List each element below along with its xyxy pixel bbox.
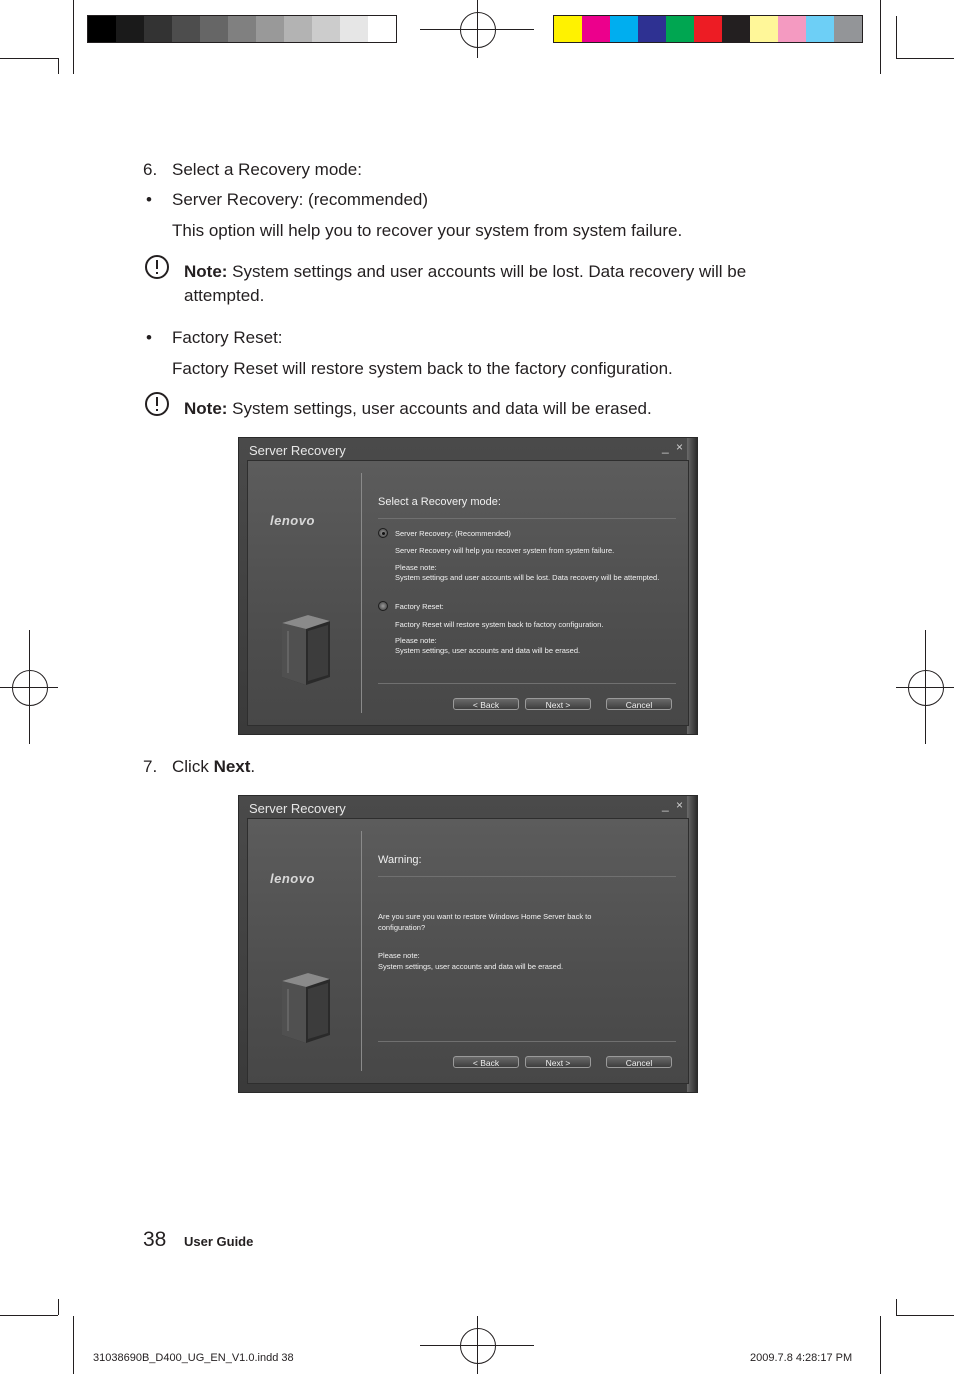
swatch <box>144 16 172 42</box>
swatch <box>722 16 750 42</box>
swatch <box>806 16 834 42</box>
server-recovery-radio-label[interactable]: Server Recovery: (Recommended) <box>395 529 511 538</box>
grayscale-swatch-bar <box>87 15 397 43</box>
server-recovery-window-mode-select <box>238 437 698 735</box>
note-1 <box>184 261 746 283</box>
step-6-text: Select a Recovery mode: <box>172 160 362 179</box>
page-number: 38 <box>143 1228 167 1251</box>
dialog-heading: Warning: <box>378 854 422 866</box>
slug-filename: 31038690B_D400_UG_EN_V1.0.indd 38 <box>93 1352 294 1364</box>
divider <box>378 518 676 519</box>
warning-note: System settings, user accounts and data will be erased. <box>378 962 564 971</box>
server-recovery-radio[interactable] <box>378 528 388 538</box>
swatch <box>340 16 368 42</box>
note-2-text: System settings, user accounts and data will be erased. <box>227 399 652 418</box>
step-7-text <box>172 756 255 778</box>
note-title: Please note: <box>395 563 437 572</box>
swatch <box>834 16 862 42</box>
note-icon <box>145 255 169 279</box>
factory-reset-option-text: Factory Reset: <box>172 328 283 347</box>
factory-reset-radio-label[interactable]: Factory Reset: <box>395 602 444 611</box>
swatch <box>368 16 396 42</box>
swatch <box>88 16 116 42</box>
swatch <box>200 16 228 42</box>
swatch <box>694 16 722 42</box>
divider <box>378 1041 676 1042</box>
swatch <box>116 16 144 42</box>
divider <box>378 876 676 877</box>
close-icon[interactable]: × <box>676 440 684 454</box>
server-recovery-description: This option will help you to recover your system from system failure. <box>172 221 683 240</box>
swatch <box>256 16 284 42</box>
server-device-icon <box>278 969 332 1045</box>
minimize-icon[interactable]: _ <box>662 798 669 812</box>
step-7-prefix: Click <box>172 757 214 776</box>
swatch <box>312 16 340 42</box>
swatch <box>750 16 778 42</box>
divider <box>378 683 676 684</box>
server-recovery-desc: Server Recovery will help you recover system from system failure. <box>395 546 615 555</box>
next-button[interactable]: Next > <box>525 698 591 710</box>
note-title: Please note: <box>378 951 420 960</box>
slug-timestamp: 2009.7.8 4:28:17 PM <box>750 1352 853 1364</box>
note-label: Note: <box>184 399 228 418</box>
warning-question-continued: configuration? <box>378 923 426 932</box>
back-button[interactable]: < Back <box>453 698 519 710</box>
bullet-point: • <box>146 328 152 347</box>
back-button[interactable]: < Back <box>453 1056 519 1068</box>
cancel-button[interactable]: Cancel <box>606 1056 672 1068</box>
note-label: Note: <box>184 262 228 281</box>
factory-reset-radio[interactable] <box>378 601 388 611</box>
swatch <box>284 16 312 42</box>
note-icon <box>145 392 169 416</box>
dialog-panel <box>247 818 689 1084</box>
note-title: Please note: <box>395 636 437 645</box>
lenovo-logo: lenovo <box>270 871 315 886</box>
server-recovery-note: System settings and user accounts will be lost. Data recovery will be attempted. <box>395 573 660 582</box>
swatch <box>610 16 638 42</box>
dialog-heading: Select a Recovery mode: <box>378 496 501 508</box>
close-icon[interactable]: × <box>676 798 684 812</box>
lenovo-logo: lenovo <box>270 513 315 528</box>
swatch <box>172 16 200 42</box>
bullet-point: • <box>146 190 152 209</box>
step-7-bold: Next <box>213 757 251 776</box>
color-swatch-bar <box>553 15 863 43</box>
factory-reset-desc: Factory Reset will restore system back to factory configuration. <box>395 620 604 629</box>
footer-label: User Guide <box>184 1234 254 1249</box>
swatch <box>582 16 610 42</box>
step-6-number: 6. <box>143 160 158 179</box>
divider <box>361 831 362 1071</box>
note-2 <box>184 398 652 420</box>
step-7-suffix: . <box>250 757 256 776</box>
window-title: Server Recovery <box>249 801 346 816</box>
window-title: Server Recovery <box>249 443 346 458</box>
divider <box>361 473 362 713</box>
swatch <box>228 16 256 42</box>
dialog-panel <box>247 460 689 726</box>
note-1-continued: attempted. <box>184 286 265 305</box>
minimize-icon[interactable]: _ <box>662 440 669 454</box>
server-device-icon <box>278 611 332 687</box>
swatch <box>638 16 666 42</box>
warning-question: Are you sure you want to restore Windows Home Server back to <box>378 912 592 921</box>
next-button[interactable]: Next > <box>525 1056 591 1068</box>
note-1-text: System settings and user accounts will be lost. Data recovery will be <box>227 262 747 281</box>
server-recovery-option-text: Server Recovery: (recommended) <box>172 190 429 209</box>
server-recovery-window-warning <box>238 795 698 1093</box>
swatch <box>666 16 694 42</box>
factory-reset-description: Factory Reset will restore system back to the factory configuration. <box>172 359 673 378</box>
swatch <box>554 16 582 42</box>
swatch <box>778 16 806 42</box>
cancel-button[interactable]: Cancel <box>606 698 672 710</box>
step-7-number: 7. <box>143 757 158 776</box>
factory-reset-note: System settings, user accounts and data will be erased. <box>395 646 581 655</box>
